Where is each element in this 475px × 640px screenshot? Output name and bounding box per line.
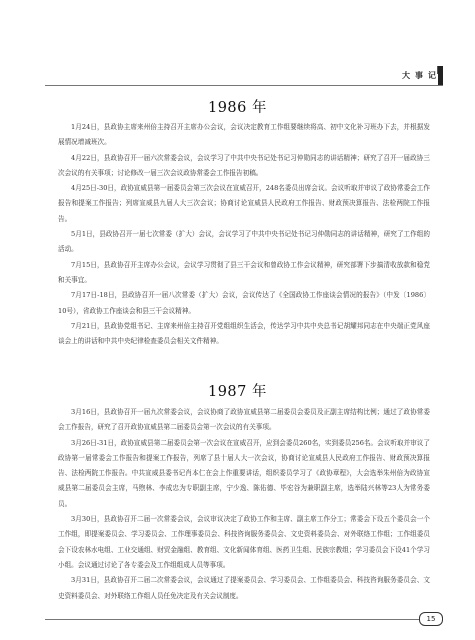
entry-paragraph: 3月16日，县政协召开一届九次常委会议，会议协商了政协宣威县第二届委员会委员及正副主席结构比例；通过了政协常委会工作报告，研究了召开政协宣威县第二届委员会第一次会议的有关事项。 [58, 408, 430, 432]
entry-paragraph: 7月17日-18日，县政协召开一届八次常委（扩大）会议，会议传达了《全国政协工作座谈会情况的报告》（中发〔1986〕10号），省政协工作座谈会和县三干会议精神。 [58, 291, 430, 315]
running-head-title: 大事记 [402, 70, 441, 80]
entry-paragraph: 7月15日，县政协召开主席办公会议，会议学习贯彻了县三干会议和曾政协工作会议精神，研究部署下步搞清收放款和稳党和关事宜。 [58, 260, 430, 284]
footer-rule [45, 619, 419, 620]
header-rule [45, 85, 443, 86]
entry-paragraph: 4月22日，县政协召开一届六次常委会议，会议学习了中共中央书记处书记习仲勋同志的讲话精神；研究了召开一届政协三次会议的有关事项；讨论修改一届三次会议政协常委会工作报告初稿。 [58, 153, 430, 177]
entry-paragraph: 1月24日，县政协主席来州倍主持召开主席办公会议，会议决定教育工作组要继续将高、初中文化补习班办下去，并根据发展情况增减班次。 [58, 123, 430, 147]
section-1987-body [58, 405, 430, 604]
year-heading-1986: 1986 年 [207, 100, 267, 116]
entry-paragraph: 4月25日-30日，政协宣威县第一届委员会第三次会议在宣威召开，248名委员出席会议。会议听取并审议了政协常委会工作报告和提案工作报告；列席宣威县九届人大三次会议；协商讨论宣威县人民政府工作报告、财政预决算报告、法检两院工作报告。 [58, 184, 430, 223]
page-header [0, 0, 475, 90]
page-number: 15 [419, 612, 443, 626]
year-heading-1987: 1987 年 [207, 384, 267, 400]
entry-paragraph: 3月31日，县政协召开二届二次常委会议，会议通过了提案委员会、学习委员会、工作组委员会、科技咨询服务委员会、文史资料委员会、对外联络工作组人员任免决定及有关会议制度。 [58, 576, 430, 600]
section-1986-body [58, 120, 430, 349]
entry-paragraph: 3月26日-31日，政协宣威县第二届委员会第一次会议在宣威召开，应到会委员260名，实到委员256名。会议听取并审议了政协第一届常委会工作报告和提案工作报告，列席了县十届人大一次会议，协商讨论宣威县人民政府工作报告、财政预决算报告、法检两院工作报告。中共宣威县委书记肖本仁在会上作重要讲话，组织委员学习了《政协章程》，大会选举朱州倍为政协宣威县第二届委员会主席，马煦林、李成忠为专职副主席，宁少逸、陈佑德、毕宏谷为兼职副主席，选举陆兴林等23人为常务委员。 [58, 438, 430, 508]
entry-paragraph: 7月21日，县政协党组书记、主席来州倍主持召开党组组织生活会，传达学习中共中央总书记胡耀邦同志在中央端正党风座谈会上的讲话和中共中央纪律检查委员会相关文件精神。 [58, 321, 430, 346]
entry-paragraph: 5月1日，县政协召开一届七次常委（扩大）会议，会议学习了中共中央书记处书记习仲勋同志的讲话精神，研究了工作组的活动。 [58, 230, 430, 254]
entry-paragraph: 3月30日，县政协召开二届一次常委会议，会议审议决定了政协工作和主席、副主席工作分工；常委会下设五个委员会一个工作组，即提案委员会、学习委员会、工作理事委员会、科技咨询服务委员会、文史资料委员会、对外联络工作组；工作组委员会下设农林水电组、工业交通组、财贸金融组、教育组、文化新闻体育组、医药卫生组、民族宗教组；学习委员会下设41个学习小组。会议通过讨论了各专委会及工作组组成人员等事项。 [58, 515, 430, 569]
